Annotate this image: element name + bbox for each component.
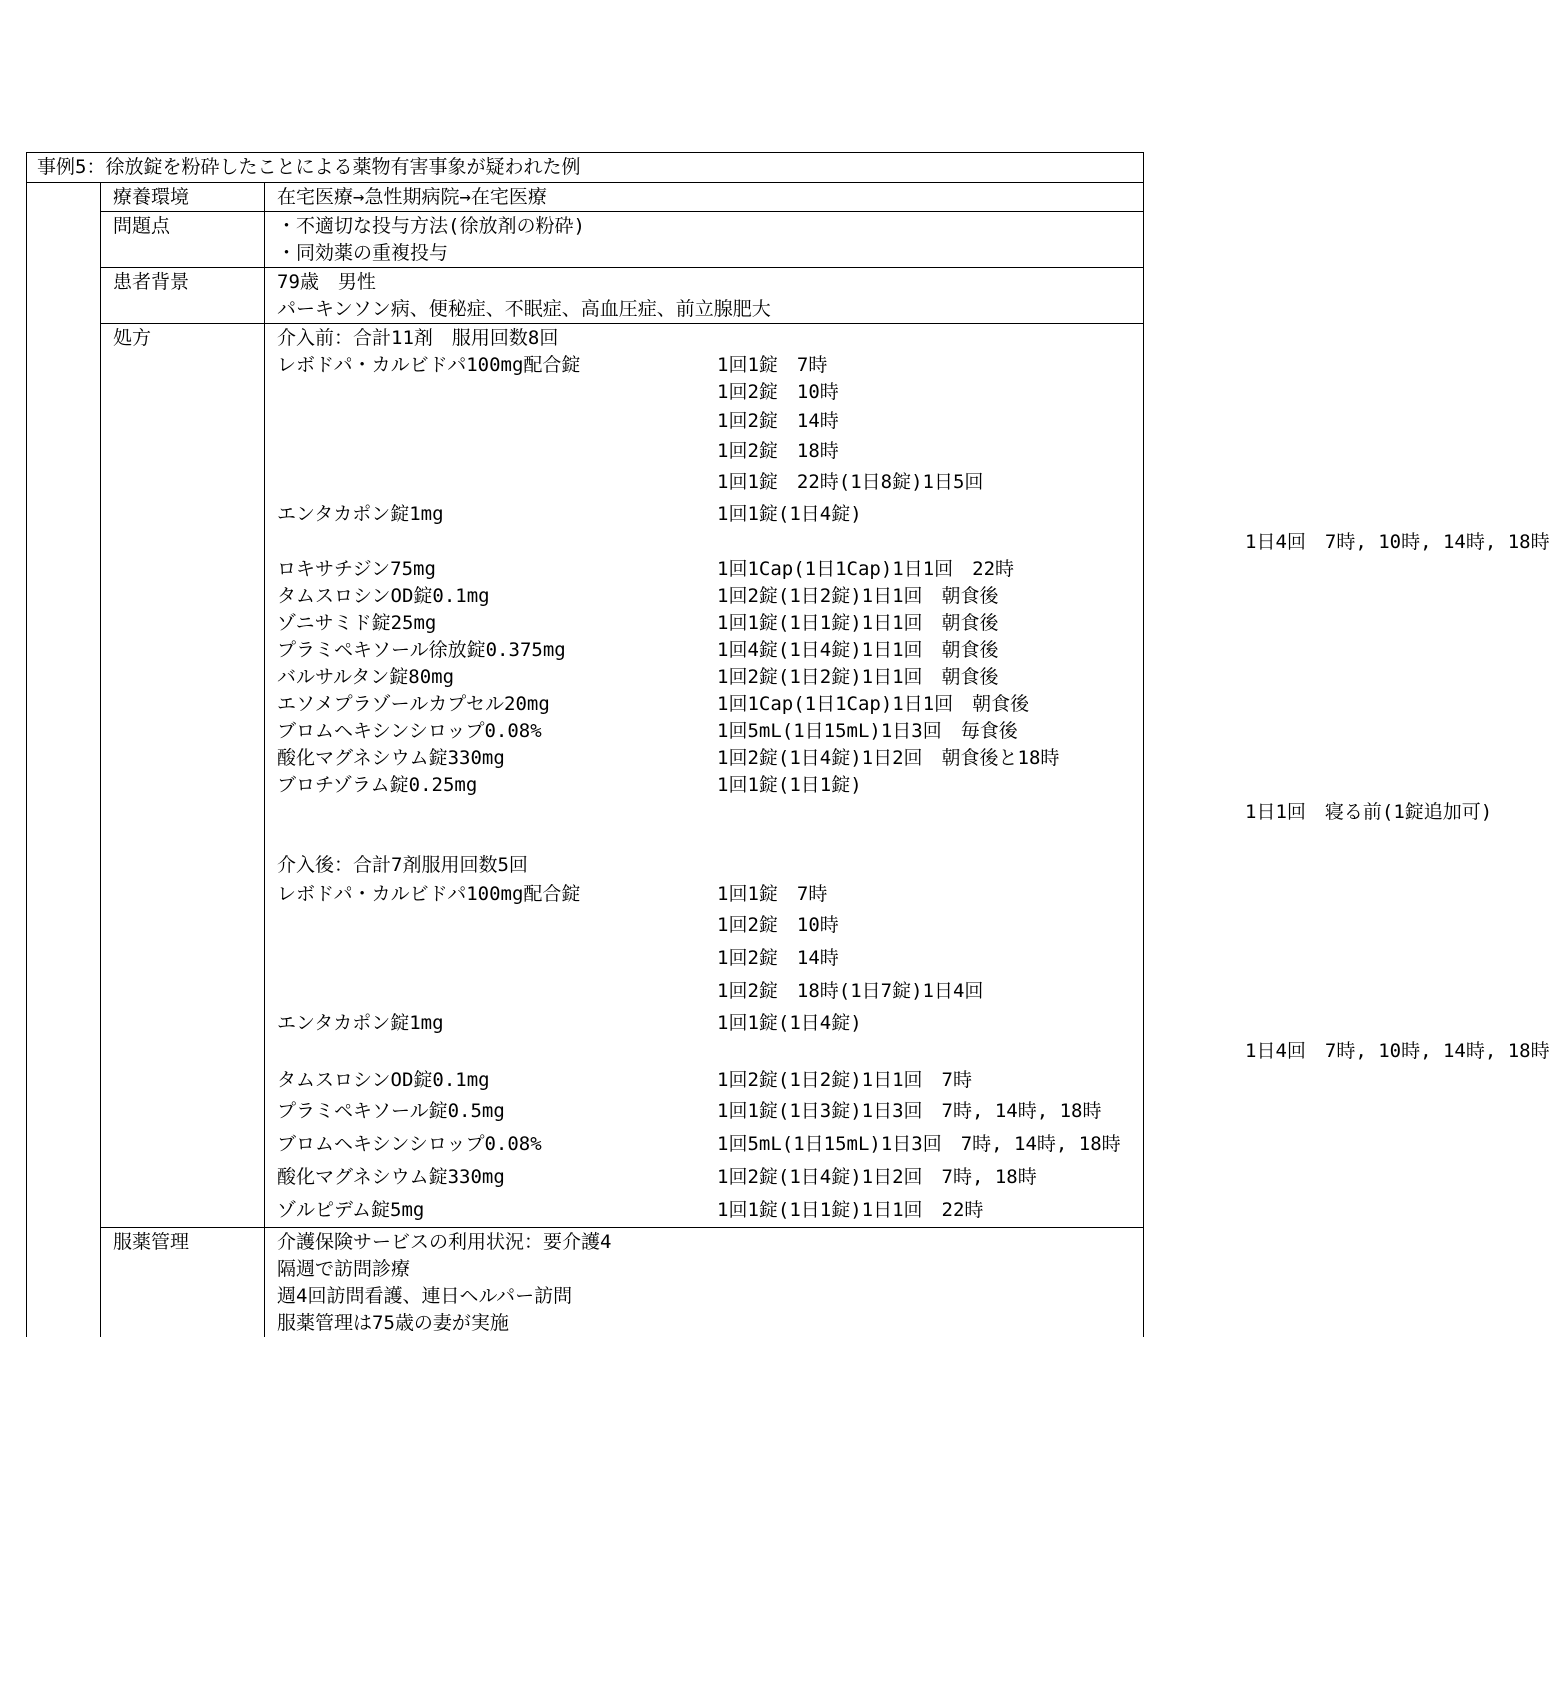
label-management: 服薬管理 [101,1228,265,1338]
drug-row [277,1128,1143,1161]
drug-name: タムスロシンOD錠0.1mg [277,1069,490,1091]
row-environment [27,183,1144,212]
drug-row [277,406,1143,436]
drug-name [277,436,717,466]
drug-name: エンタカポン錠1mg [277,503,444,525]
drug-row [277,942,1143,975]
drug-dose: 1日1回 寝る前(1錠追加可) [1245,801,1493,823]
case-document [26,152,1550,1337]
drug-dose: 1回2錠(1日4錠)1日2回 7時, 18時 [717,1166,1037,1188]
before-heading: 介入前：合計11剤 服用回数8回 [277,327,559,349]
problem-line: ・不適切な投与方法(徐放剤の粉砕) [277,215,585,237]
drug-row [277,379,1143,406]
drug-dose: 1回1錠 7時 [717,883,828,905]
drug-dose: 1回1錠(1日1錠) [717,774,862,796]
drug-name: ブロムヘキシンシロップ0.08% [277,1133,542,1155]
problem-line: ・同効薬の重複投与 [277,242,449,264]
drug-dose: 1回1Cap(1日1Cap)1日1回 22時 [717,558,1015,580]
drug-name: バルサルタン錠80mg [277,666,455,688]
management-line: 服薬管理は75歳の妻が実施 [277,1312,509,1334]
drug-row [277,799,1493,826]
drug-row [277,499,1143,529]
drug-name: レボドパ・カルビドパ100mg配合錠 [277,883,581,905]
management-line: 介護保険サービスの利用状況：要介護4 [277,1231,612,1253]
drug-row [277,1038,1550,1065]
drug-dose: 1回2錠 14時 [717,410,839,432]
row-patient [27,268,1144,324]
drug-row [277,1095,1143,1128]
drug-dose: 1回2錠 10時 [717,381,839,403]
drug-dose: 1回2錠(1日2錠)1日1回 7時 [717,1069,972,1091]
content-prescription [265,324,1550,1228]
case-table [26,152,1550,1337]
drug-dose: 1回1錠(1日4錠) [717,503,862,525]
drug-row [277,352,1143,379]
drug-name [277,1038,717,1065]
drug-dose: 1回1錠(1日1錠)1日1回 朝食後 [717,612,999,634]
patient-line: 79歳 男性 [277,271,376,293]
drug-dose: 1回2錠(1日4錠)1日2回 朝食後と18時 [717,747,1060,769]
drug-row [277,691,1143,718]
drug-dose: 1回2錠 10時 [717,914,839,936]
drug-row [277,1065,1143,1095]
content-patient [265,268,1144,324]
label-environment: 療養環境 [101,183,265,212]
drug-dose: 1回1錠(1日1錠)1日1回 22時 [717,1199,984,1221]
content-management [265,1228,1144,1338]
drug-name: タムスロシンOD錠0.1mg [277,585,490,607]
drug-dose: 1回1錠(1日4錠) [717,1012,862,1034]
drug-name [277,909,717,942]
drug-row [277,718,1143,745]
drug-row [277,583,1143,610]
drug-dose: 1回1錠(1日3錠)1日3回 7時, 14時, 18時 [717,1100,1102,1122]
after-heading: 介入後：合計7剤服用回数5回 [277,854,528,876]
drug-row [277,664,1143,691]
label-problems: 問題点 [101,212,265,268]
drug-name: 酸化マグネシウム錠330mg [277,747,505,769]
content-environment [265,183,1144,212]
drug-row [277,745,1143,772]
drug-row [277,637,1143,664]
drug-row [277,1008,1143,1038]
drug-row [277,610,1143,637]
label-patient: 患者背景 [101,268,265,324]
drug-name: レボドパ・カルビドパ100mg配合錠 [277,354,581,376]
patient-line: パーキンソン病、便秘症、不眠症、高血圧症、前立腺肥大 [277,298,771,320]
drug-dose: 1回2錠(1日2錠)1日1回 朝食後 [717,585,999,607]
environment-line: 在宅医療→急性期病院→在宅医療 [277,186,547,208]
drug-name: エンタカポン錠1mg [277,1012,444,1034]
drug-name: ゾルピデム錠5mg [277,1199,425,1221]
drug-name: プラミペキソール徐放錠0.375mg [277,639,566,661]
content-problems [265,212,1144,268]
drug-dose: 1回1錠 22時(1日8錠)1日5回 [717,471,984,493]
drug-name: ブロチゾラム錠0.25mg [277,774,478,796]
drug-name: プラミペキソール錠0.5mg [277,1100,505,1122]
drug-dose: 1回4錠(1日4錠)1日1回 朝食後 [717,639,999,661]
drug-dose: 1日4回 7時, 10時, 14時, 18時 [1245,531,1550,553]
drug-dose: 1日4回 7時, 10時, 14時, 18時 [1245,1040,1550,1062]
drug-name [277,975,717,1008]
drug-dose: 1回2錠(1日2錠)1日1回 朝食後 [717,666,999,688]
drug-name [277,466,717,499]
drug-name [277,529,717,556]
case-title: 事例5：徐放錠を粉砕したことによる薬物有害事象が疑われた例 [27,153,1144,183]
drug-row [277,772,1143,799]
section-gap [277,826,1143,852]
indent-column [27,183,101,1338]
management-line: 週4回訪問看護、連日ヘルパー訪問 [277,1285,573,1307]
drug-dose: 1回1錠 7時 [717,354,828,376]
drug-row [277,1161,1143,1194]
drug-dose: 1回1Cap(1日1Cap)1日1回 朝食後 [717,693,1030,715]
drug-dose: 1回5mL(1日15mL)1日3回 7時, 14時, 18時 [717,1133,1121,1155]
drug-name [277,406,717,436]
drug-row [277,529,1550,556]
drug-name: エソメプラゾールカプセル20mg [277,693,550,715]
drug-dose: 1回2錠 18時(1日7錠)1日4回 [717,980,984,1002]
drug-row [277,556,1143,583]
drug-name [277,799,717,826]
management-line: 隔週で訪問診療 [277,1258,411,1280]
drug-row [277,975,1143,1008]
row-problems [27,212,1144,268]
label-prescription: 処方 [101,324,265,1228]
drug-row [277,436,1143,466]
drug-row [277,1194,1143,1227]
drug-name [277,942,717,975]
row-management [27,1228,1144,1338]
drug-row [277,879,1143,909]
drug-dose: 1回2錠 18時 [717,440,839,462]
drug-name: ブロムヘキシンシロップ0.08% [277,720,542,742]
drug-name [277,379,717,406]
drug-name: ロキサチジン75mg [277,558,436,580]
drug-name: ゾニサミド錠25mg [277,612,437,634]
row-prescription [27,324,1144,1228]
drug-dose: 1回2錠 14時 [717,947,839,969]
drug-row [277,909,1143,942]
drug-name: 酸化マグネシウム錠330mg [277,1166,505,1188]
drug-row [277,466,1143,499]
drug-dose: 1回5mL(1日15mL)1日3回 毎食後 [717,720,1018,742]
